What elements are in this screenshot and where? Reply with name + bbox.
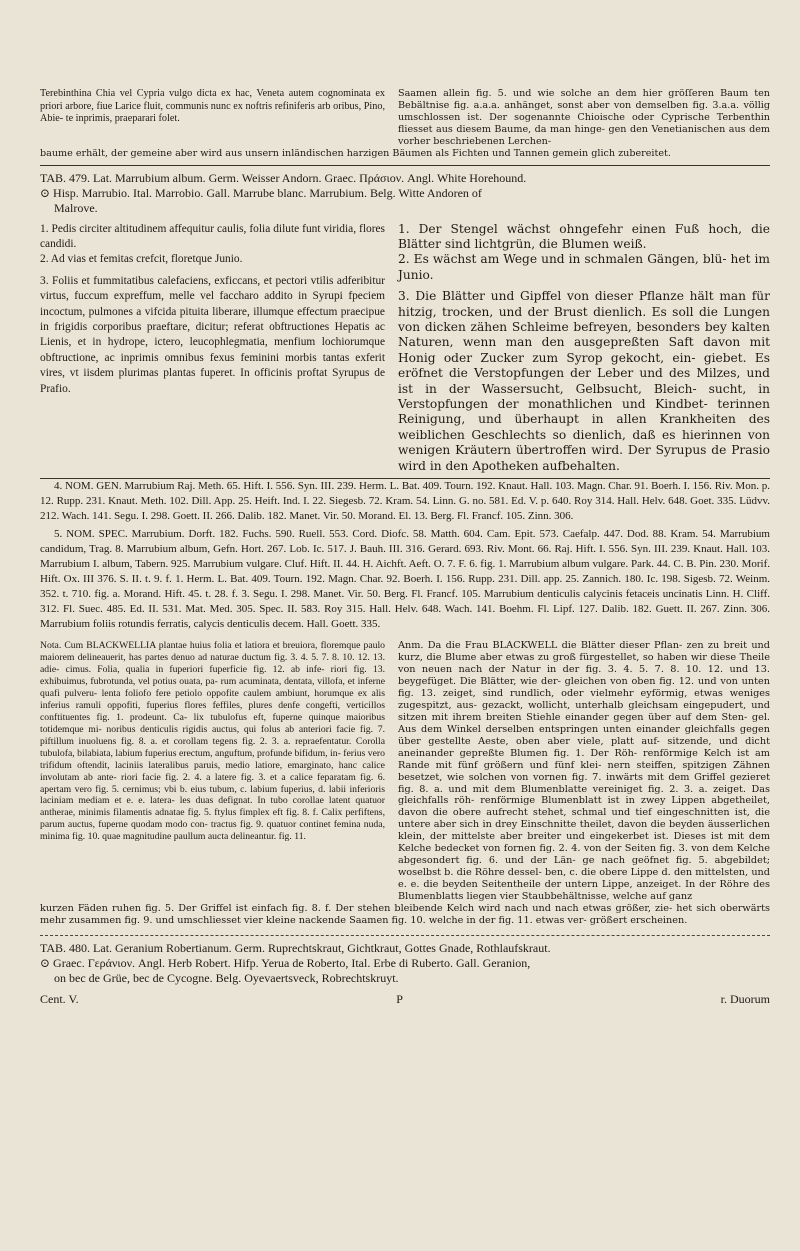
german-paragraph-1: 1. Der Stengel wächst ohngefehr einen Fuß hoch, die Blätter sind lichtgrün, die Blumen weiß. <box>398 221 770 251</box>
tab-479-heading <box>40 171 770 216</box>
gathering-mark: P <box>396 991 403 1006</box>
tab-480-heading-line-2: ⊙ Graec. Γεράνιον. Angl. Herb Robert. Hifp. Yerua de Roberto, Ital. Erbe di Ruberto. Gall. Geranion, <box>40 955 531 970</box>
nomen-specificum: 5. NOM. SPEC. Marrubium. Dorft. 182. Fuchs. 590. Ruell. 553. Cord. Diofc. 58. Matth. 604. Cam. Epit. 573. Caefalp. 447. Dod. 88. Kram. 54. Marrubium candidum, Trag. 8. Marrubium album, Gefn. Hort. 267. Lob. Ic. 517. J. Bauh. III. 316. Gerard. 693. Riv. Mont. 66. Raj. Hift. I. 556. Syn. III. 239. Knaut. Hall. 103. Marrubium I. album, Tabern. 925. Marrubium vulgare. Cluf. Hift. II. 44. H. Aichft. Aeft. O. 7. F. 6. fig. 1. Marrubium album vulgare. Park. 44. C. B. Pin. 230. Morif. Hift. Ox. III 376. S. II. t. 9. f. 1. Herm. L. Bat. 409. Tourn. 192. Magn. Char. 92. Boerh. I. 156. Rupp. 231. Dill. app. 25. Zannich. 180. Ic. 198. Sigesb. 72. Weinm. 352. t. 710. fig. a. Morand. Hift. 45. t. 28. f. 3. Segu. I. 298. Manet. Vir. 50. Berg. Fl. Francf. 105. Marrubium denticulis calycinis fetaceis uncinatis Linn. H. Cliff. 312. Fl. Suec. 485. Ed. II. 531. Mat. Med. 305. Spec. II. 583. Roy 315. Hall. Helv. 648. Wach. 141. Boehm. Fl. Lipf. 127. Dalib. 182. Guett. II. 267. Zinn. 306. Marrubium foliis rotundis ferratis, calycis denticulis decem. Hall. Goett. 335. <box>40 528 770 631</box>
nomen-genericum: 4. NOM. GEN. Marrubium Raj. Meth. 65. Hift. I. 556. Syn. III. 239. Herm. L. Bat. 409. Tourn. 192. Knaut. Hall. 103. Magn. Char. 91. Boerh. I. 156. Riv. Mon. p. 12. Rupp. 231. Knaut. Meth. 102. Dill. App. 25. Heift. Ind. I. 22. Siegesb. 72. Kram. 54. Linn. G. no. 581. Ed. V. p. 640. Roy 314. Hall. Helv. 648. Goet. 335. Lüdvv. 212. Wach. 141. Segu. I. 298. Goett. II. 266. Dalib. 182. Manet. Vir. 50. Morand. El. 13. Berg. Fl. Francf. 105. Zinn. 306. <box>40 480 770 523</box>
tab-479-latin-column <box>40 222 385 475</box>
notes-block <box>40 640 770 903</box>
tab-479-heading-line-3: Malrove. <box>54 200 98 215</box>
catchword: r. Duorum <box>720 991 770 1006</box>
tab-479-heading-line-1: TAB. 479. Lat. Marrubium album. Germ. Weisser Andorn. Graec. Πράσιον. Angl. White Horehound. <box>40 170 527 185</box>
top-continuation <box>40 88 770 148</box>
nota-latin: Nota. Cum BLACKWELLIA plantae huius folia et latiora et breuiora, floremque paulo maiorem delineauerit, has partes denuo ad naturae ductum fig. 3. 4. 5. 7. 8. 10. 12. 13. adie- cimus. Folia, qualia in fuperiori fuperficie fig. 12. ab infe- riori fig. 13. exhibuimus, fubrotunda, vel potius ouata, pa- rum acuminata, dentata, villofa, et inferne quafi pulveru- lenta foliofo fere petiolo oppofite caulem ambiunt, horumque ex alis inferius ramuli oppofiti, fuperius flores feffiles, plures denfe congefti, verticillos conftituentes fig. 1. prodeunt. Ca- lix tubulofus eft, fuperne quinque maioribus totidemque mi- noribus denticulis rigidis auctus, qui folus ab anteriori facie fig. 7. piftillum inuoluens fig. 8. a. et corollam tegens fig. 2. 3. a. repraefentatur. Corolla tubulofa, bilabiata, labium fuperius erectum, anguftum, profunde bifidum, in- ferius vero trifidum oftendit, laciniis lateralibus paruis, medio latiore, emarginato, hanc calice involutam ab ante- riori facie fig. 2. 4. a latere fig. 3. et a calice feparatam fig. 6. apertam vero fig. 5. cernimus; vbi b. eius tubum, c. labium fuperius, d. labii inferioris laciniam mediam et e. e. latera- les duas defignat. In tubo corollae latent quatuor antherae, minimis filamentis adnatae fig. 5. ftylus fimplex eft fig. 8. f. Calix perfiftens, parum auctus, fuperne quodam modo con- tractus fig. 9. quatuor continet femina nuda, minima fig. 10. quae magnitudine paullum aucta delineantur. fig. 11. <box>40 640 385 843</box>
page-footer <box>40 992 770 1007</box>
tab-480-heading-line-1: TAB. 480. Lat. Geranium Robertianum. Germ. Ruprechtskraut, Gichtkraut, Gottes Gnade, Rothlaufskraut. <box>40 940 551 955</box>
tab-480-heading-line-3: on bec de Grüe, bec de Cycogne. Belg. Oyevaertsveck, Robrechtskruyt. <box>54 970 399 985</box>
top-latin-text: Terebinthina Chia vel Cypria vulgo dicta ex hac, Veneta autem cognominata ex priori arbore, fiue Larice fluit, communis nunc ex noftris refiniferis arb oribus, Pino, Abie- te inprimis, praeparari folet. <box>40 88 385 125</box>
signature-mark: Cent. V. <box>40 991 79 1006</box>
german-paragraph-3: 3. Die Blätter und Gipffel von dieser Pflanze hält man für hitzig, trocken, und der Brust dienlich. Es soll die Lungen von dicken zähen Schleime befreyen, besonders bey kalten Naturen, wenn man den ausgepreßten Saft davon mit Honig oder Zucker zum Syrop gekocht, ein- giebet. Es eröfnet die Verstopfungen der Leber und des Milzes, und ist in der Wassersucht, Gelbsucht, Bleich- sucht, in Verstopfungen der monathlichen und Kindbet- terinnen Reinigung, und überhaupt in allen Krankheiten des weiblichen Geschlechts so dienlich, daß es hierinnen von wenigen Kräutern übertroffen wird. Der Syrupus de Prasio wird in den Apotheken aufbehalten. <box>398 289 770 473</box>
latin-paragraph-3: 3. Foliis et fummitatibus calefaciens, exficcans, et pectori vtilis adferibitur virtus, fuccum expreffum, melle vel faccharo addito in Syrupi fpeciem incoctum, pulmones a vifcida pituita liberare, illumque effectum praecipue in frigidis corporibus praeftare, dicitur; referat obftructiones Hepatis ac Lienis, et in hydrope, ictero, leucophlegmatia, menfium lochiorumque obftructione, ac inprimis omnibus fexus feminini morbis tantas exferit vires, vt iisdem plurimas plantas fuperet. In officinis proftat Syrupus de Prafio. <box>40 274 385 395</box>
top-rule <box>40 165 770 166</box>
top-german-fullwidth: baume erhält, der gemeine aber wird aus unsern inländischen harzigen Bäumen als Fichten und Tannen gemein glich zubereitet. <box>40 148 671 160</box>
anmerkung-german: Anm. Da die Frau BLACKWELL die Blätter dieser Pflan- zen zu breit und kurz, die Blume aber etwas zu groß fürgestellet, so haben wir diese Theile von neuen nach der Natur in der fig. 3. 4. 5. 7. 8. 10. 12. und 13. beygefüget. Die Blätter, wie der- gleichen von oben fig. 12. und von unten fig. 13. zeiget, sind rundlich, oder vielmehr eyförmig, etwas weniges zugespitzt, aus- gezackt, wollicht, unterhalb gleichsam eingepudert, und sitzen mit ihrem breiten Stiehle einander gegen über auf dem Sten- gel. Aus dem Winkel derselben entspringen unten einander gleichfalls gegen über gestellte Aeste, oben aber viele, platt auf- sitzende, und dicht aneinander gepreßte Blumen fig. 1. Der Röh- renförmige Kelch ist am Rande mit fünf größern und fünf klei- nern steiffen, spitzigen Zähnen besetzet, wie solchen von vornen fig. 7. inwärts mit dem Griffel gezieret fig. 8. a. und mit dem Blumenblatte vereiniget fig. 2. 3. a. zeiget. Das gleichfalls röh- renförmige Blumenblatt ist in zwey Lippen abgetheilet, davon die obere aufrecht stehet, schmal und tief eingeschnitten ist, die untere aber sich in drey Einschnitte theilet, davon die beyden äusserlichen klein, der mittelste aber breiter und eingekerbet ist. Dieses ist mit dem Kelche bedecket von fornen fig. 2. 4. von der Seiten fig. 3. von dem Kelche abgesondert fig. 6. und der Län- ge nach geöfnet fig. 5. abgebildet; woselbst b. die Röhre dessel- ben, c. die obere Lippe d. den mittelsten, und e. e. die beyden Seitentheile der untern Lippe, anzeiget. In der Röhre des Blumenblatts liegen vier Staubbehältnisse, welche auf ganz <box>398 640 770 903</box>
tab-479-heading-line-2: ⊙ Hisp. Marrubio. Ital. Marrobio. Gall. Marrube blanc. Marrubium. Belg. Witte Andoren of <box>40 185 482 200</box>
german-paragraph-2: 2. Es wächst am Wege und in schmalen Gängen, blü- het im Junio. <box>398 252 770 282</box>
anmerkung-fullwidth: kurzen Fäden ruhen fig. 5. Der Griffel ist einfach fig. 8. f. Der stehen bleibende Kelch wird nach und nach etwas größer, zie- het sich oberwärts mehr zusammen fig. 9. und umschliesset vier kleine nackende Saamen fig. 10. welche in der fig. 11. etwas ver- größert erscheinen. <box>40 903 770 926</box>
top-german-text: Saamen allein fig. 5. und wie solche an dem hier gröſſeren Baum ten Bebältnise fig. a.a.a. anhänget, sonst aber von demselben fig. 3.a.a. völlig umschlossen ist. Der sogenannte Chioische oder Cyprische Terbenthin fliesset aus diesem Baume, da man hinge- gen den Venetianischen aus dem vorher beschriebenen Lerchen- <box>398 88 770 148</box>
section-divider <box>40 935 770 936</box>
tab-480-heading <box>40 941 770 986</box>
latin-paragraph-1: 1. Pedis circiter altitudinem affequitur caulis, folia dilute funt viridia, flores candidi. <box>40 222 385 250</box>
tab-479-german-column <box>398 222 770 475</box>
latin-paragraph-2: 2. Ad vias et femitas crefcit, floretque Junio. <box>40 253 243 266</box>
tab-479-body <box>40 222 770 475</box>
